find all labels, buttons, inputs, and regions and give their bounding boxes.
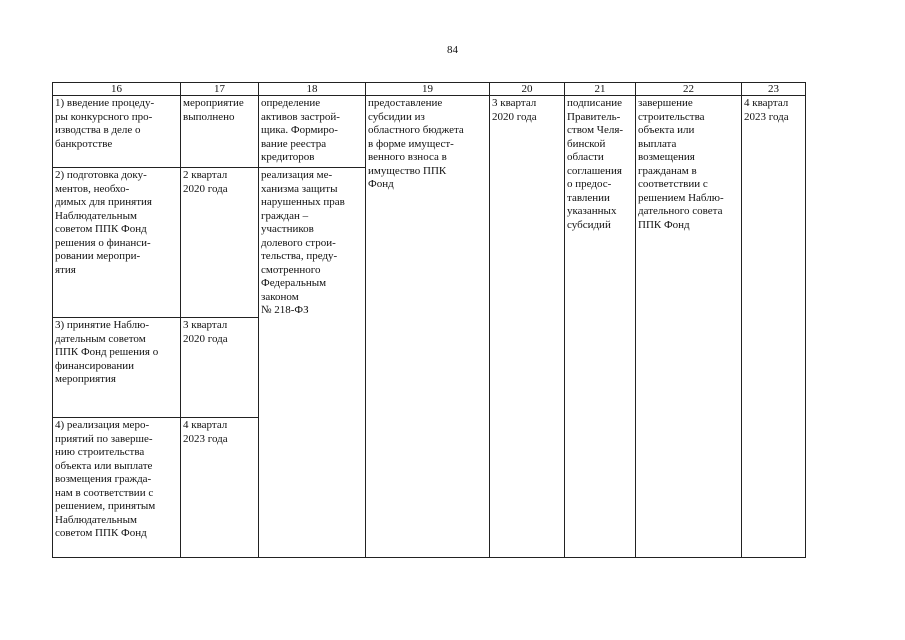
table-header-row [53,83,806,96]
measure-text: 4) реализация меро- приятий по заверше- нию строительства объекта или выплате возмещения гражда- нам в соответствии с решением, принятым Наблюдательным советом ППК Фонд [55,419,156,539]
deadline-text: 3 квартал 2020 года [183,319,228,345]
measure-text: 3) принятие Наблю- дательным советом ППК Фонд решения о финансировании мероприятия [55,319,159,385]
column-header-21: 21 [565,83,636,96]
column-header-23: 23 [742,83,806,96]
column-header-19: 19 [366,83,490,96]
deadline-cell [181,318,259,418]
deadline-cell [181,418,259,558]
result-deadline-text: 4 квартал 2023 года [744,97,789,123]
asset-definition-text: определение активов застрой- щика. Формиро- вание реестра кредиторов [261,97,340,163]
page-number: 84 [447,44,458,56]
result-deadline-cell [742,96,806,558]
measure-cell [53,96,181,168]
column-header-16: 16 [53,83,181,96]
agreement-cell [565,96,636,558]
table-row [53,96,806,168]
deadline-text: мероприятие выполнено [183,97,244,123]
measure-text: 1) введение процеду- ры конкурсного про- изводства в деле о банкротстве [55,97,155,150]
protection-mechanism-cell [259,168,366,558]
measure-cell [53,418,181,558]
deadline-text: 4 квартал 2023 года [183,419,228,445]
measures-table [52,82,806,558]
deadline-cell [181,96,259,168]
deadline-text: 2 квартал 2020 года [183,169,228,195]
result-text: завершение строительства объекта или выплата возмещения гражданам в соответствии с решением Наблю- дательного совета ППК Фонд [638,97,724,231]
measure-cell [53,168,181,318]
deadline-cell [181,168,259,318]
measure-cell [53,318,181,418]
column-header-20: 20 [490,83,565,96]
result-cell [636,96,742,558]
measure-text: 2) подготовка доку- ментов, необхо- димых для принятия Наблюдательным советом ППК Фонд решения о финанси- ровании меропри- ятия [55,169,152,276]
subsidy-deadline-cell [490,96,565,558]
column-header-22: 22 [636,83,742,96]
subsidy-deadline-text: 3 квартал 2020 года [492,97,537,123]
protection-mechanism-text: реализация ме- ханизма защиты нарушенных прав граждан – участников долевого строи- тельства, преду- смотренного Федеральным законом № 218-ФЗ [261,169,345,316]
column-header-18: 18 [259,83,366,96]
column-header-17: 17 [181,83,259,96]
asset-definition-cell [259,96,366,168]
subsidy-text: предоставление субсидии из областного бюджета в форме имущест- венного взноса в имущество ППК Фонд [368,97,464,190]
agreement-text: подписание Правитель- ством Челя- бинской области соглашения о предос- тавлении указанных субсидий [567,97,624,231]
subsidy-cell [366,96,490,558]
